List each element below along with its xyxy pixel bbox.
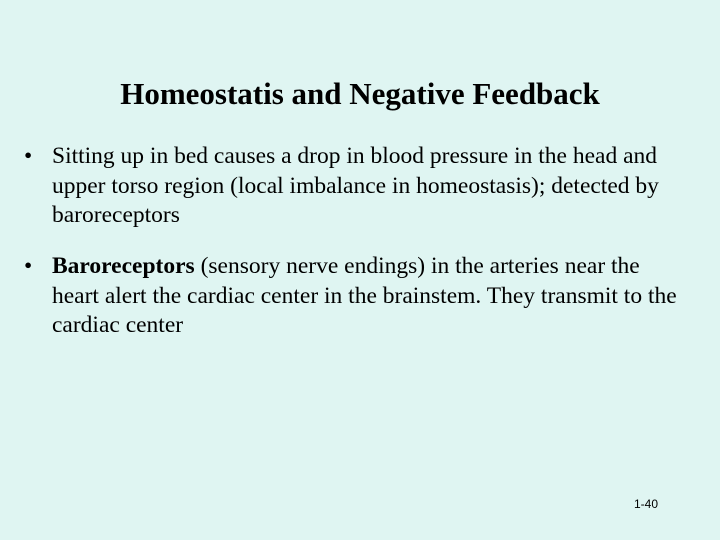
slide-title: Homeostatis and Negative Feedback bbox=[120, 76, 600, 111]
bullet-item-2 bbox=[20, 252, 680, 341]
bullet-marker: • bbox=[24, 143, 33, 169]
bullet-text bbox=[52, 252, 680, 341]
bullet-text-body: (sensory nerve endings) in the arteries near the heart alert the cardiac center in the brainstem. They transmit to the cardiac center bbox=[52, 253, 677, 338]
slide-number: 1-40 bbox=[633, 497, 658, 511]
bullet-bold-term: Baroreceptors bbox=[52, 253, 195, 279]
bullet-text bbox=[52, 142, 680, 231]
bullet-text-body: Sitting up in bed causes a drop in blood pressure in the head and upper torso region (local imbalance in homeostasis); detected by baroreceptors bbox=[52, 143, 659, 228]
bullet-item-1 bbox=[20, 142, 680, 231]
bullet-marker: • bbox=[24, 253, 33, 279]
